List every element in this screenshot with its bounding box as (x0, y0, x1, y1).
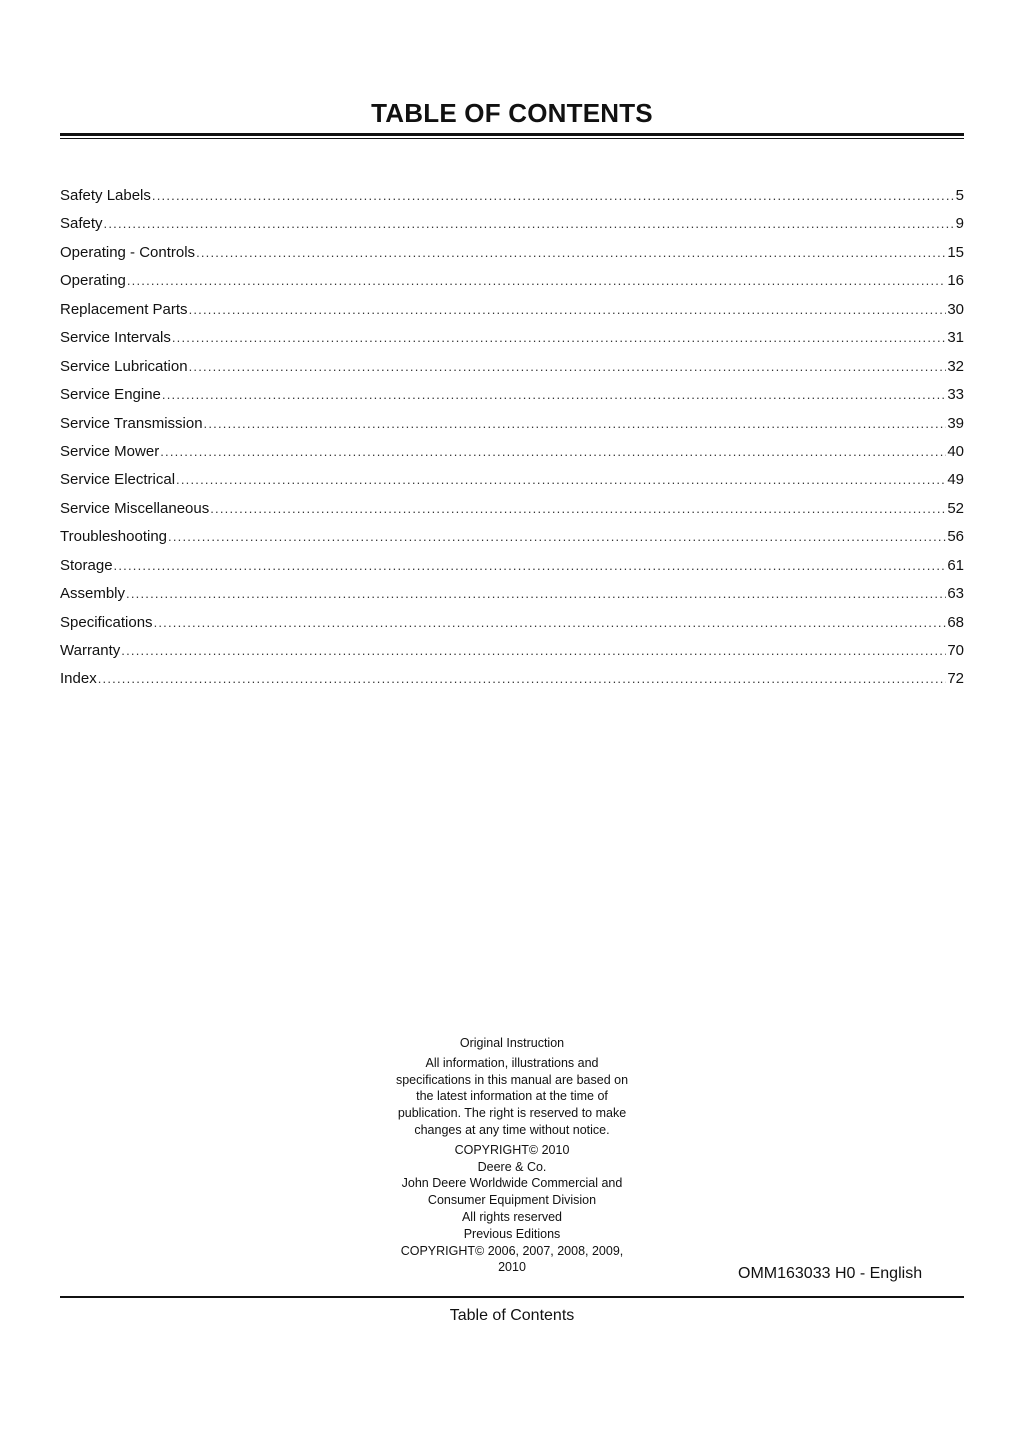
original-instruction-text: Original Instruction (459, 1036, 565, 1050)
toc-entry-page: 16 (947, 272, 964, 290)
toc-leader-dots (176, 466, 946, 494)
toc-entry-replacement-parts[interactable] (60, 296, 964, 324)
toc-entry-label: Service Lubrication (60, 357, 188, 375)
toc-entry-label: Replacement Parts (60, 300, 188, 318)
toc-entry-page: 30 (947, 300, 964, 318)
toc-leader-dots (104, 210, 955, 238)
toc-entry-label: Operating (60, 272, 126, 290)
toc-entry-warranty[interactable] (60, 637, 964, 665)
page-title: TABLE OF CONTENTS (371, 98, 653, 128)
toc-entry-assembly[interactable] (60, 580, 964, 608)
disclaimer-text: All information, illustrations and specifications in this manual are based on the latest information at the time of publication. The right is reserved to make changes at any time without notice. (395, 1055, 629, 1137)
footer-section-title: Table of Contents (449, 1307, 575, 1324)
copyright-block (387, 1142, 637, 1276)
toc-entry-page: 15 (947, 243, 964, 261)
toc-entry-safety-labels[interactable] (60, 182, 964, 210)
company-name: Deere & Co. (477, 1159, 547, 1174)
toc-leader-dots (154, 609, 947, 637)
toc-leader-dots (189, 353, 947, 381)
toc-entry-service-lubrication[interactable] (60, 353, 964, 381)
toc-entry-label: Troubleshooting (60, 528, 168, 546)
toc-entry-label: Service Miscellaneous (60, 499, 210, 517)
toc-list (60, 182, 964, 694)
toc-entry-safety[interactable] (60, 210, 964, 238)
legal-notice (387, 1035, 637, 1276)
toc-entry-page: 5 (955, 187, 964, 204)
toc-entry-label: Safety Labels (60, 187, 151, 204)
toc-entry-page: 32 (947, 357, 964, 375)
toc-entry-label: Service Intervals (60, 329, 171, 347)
toc-entry-page: 33 (947, 386, 964, 404)
toc-entry-label: Service Engine (60, 386, 161, 404)
toc-entry-label: Service Electrical (60, 471, 176, 489)
toc-entry-page: 52 (947, 499, 964, 517)
toc-entry-specifications[interactable] (60, 609, 964, 637)
toc-entry-page: 70 (947, 642, 964, 659)
toc-entry-page: 49 (947, 471, 964, 489)
toc-leader-dots (204, 410, 947, 438)
toc-leader-dots (162, 381, 946, 409)
toc-entry-page: 9 (955, 215, 964, 233)
toc-entry-label: Storage (60, 556, 113, 574)
toc-leader-dots (114, 552, 947, 580)
toc-entry-label: Specifications (60, 613, 153, 631)
toc-entry-label: Warranty (60, 642, 121, 659)
toc-entry-index[interactable] (60, 665, 964, 693)
toc-entry-page: 56 (947, 528, 964, 546)
toc-leader-dots (98, 665, 947, 693)
toc-leader-dots (126, 580, 946, 608)
toc-entry-service-engine[interactable] (60, 381, 964, 409)
toc-leader-dots (196, 239, 946, 267)
toc-leader-dots (121, 637, 946, 665)
toc-entry-storage[interactable] (60, 552, 964, 580)
toc-entry-service-mower[interactable] (60, 438, 964, 466)
toc-entry-page: 63 (947, 585, 964, 603)
toc-entry-label: Service Mower (60, 442, 160, 460)
toc-entry-page: 31 (947, 329, 964, 347)
footer-rule (60, 1296, 964, 1298)
toc-entry-page: 72 (947, 670, 964, 688)
title-rule-thin (60, 138, 964, 139)
toc-entry-label: Safety (60, 215, 103, 233)
previous-editions-label: Previous Editions (463, 1226, 561, 1241)
toc-entry-service-miscellaneous[interactable] (60, 495, 964, 523)
toc-leader-dots (127, 267, 946, 295)
toc-entry-page: 40 (947, 442, 964, 460)
toc-entry-page: 61 (947, 556, 964, 574)
toc-entry-operating[interactable] (60, 267, 964, 295)
toc-entry-operating-controls[interactable] (60, 239, 964, 267)
title-rule-thick (60, 133, 964, 136)
toc-entry-page: 68 (947, 613, 964, 631)
toc-leader-dots (172, 324, 946, 352)
toc-entry-page: 39 (947, 414, 964, 432)
toc-leader-dots (168, 523, 946, 551)
toc-entry-label: Service Transmission (60, 414, 203, 432)
toc-entry-service-electrical[interactable] (60, 466, 964, 494)
toc-entry-service-intervals[interactable] (60, 324, 964, 352)
toc-leader-dots (210, 495, 946, 523)
toc-leader-dots (189, 296, 947, 324)
toc-entry-label: Operating - Controls (60, 243, 196, 261)
copyright-text: COPYRIGHT© 2010 (454, 1142, 570, 1157)
rights-text: All rights reserved (461, 1209, 563, 1224)
toc-entry-troubleshooting[interactable] (60, 523, 964, 551)
toc-entry-label: Index (60, 670, 97, 688)
toc-entry-service-transmission[interactable] (60, 410, 964, 438)
toc-leader-dots (152, 182, 955, 210)
division-name: John Deere Worldwide Commercial and Consumer Equipment Division (401, 1176, 623, 1208)
toc-entry-label: Assembly (60, 585, 126, 603)
toc-leader-dots (160, 438, 946, 466)
document-code: OMM163033 H0 - English (738, 1265, 923, 1282)
previous-copyright-text: COPYRIGHT© 2006, 2007, 2008, 2009, 2010 (400, 1243, 624, 1275)
